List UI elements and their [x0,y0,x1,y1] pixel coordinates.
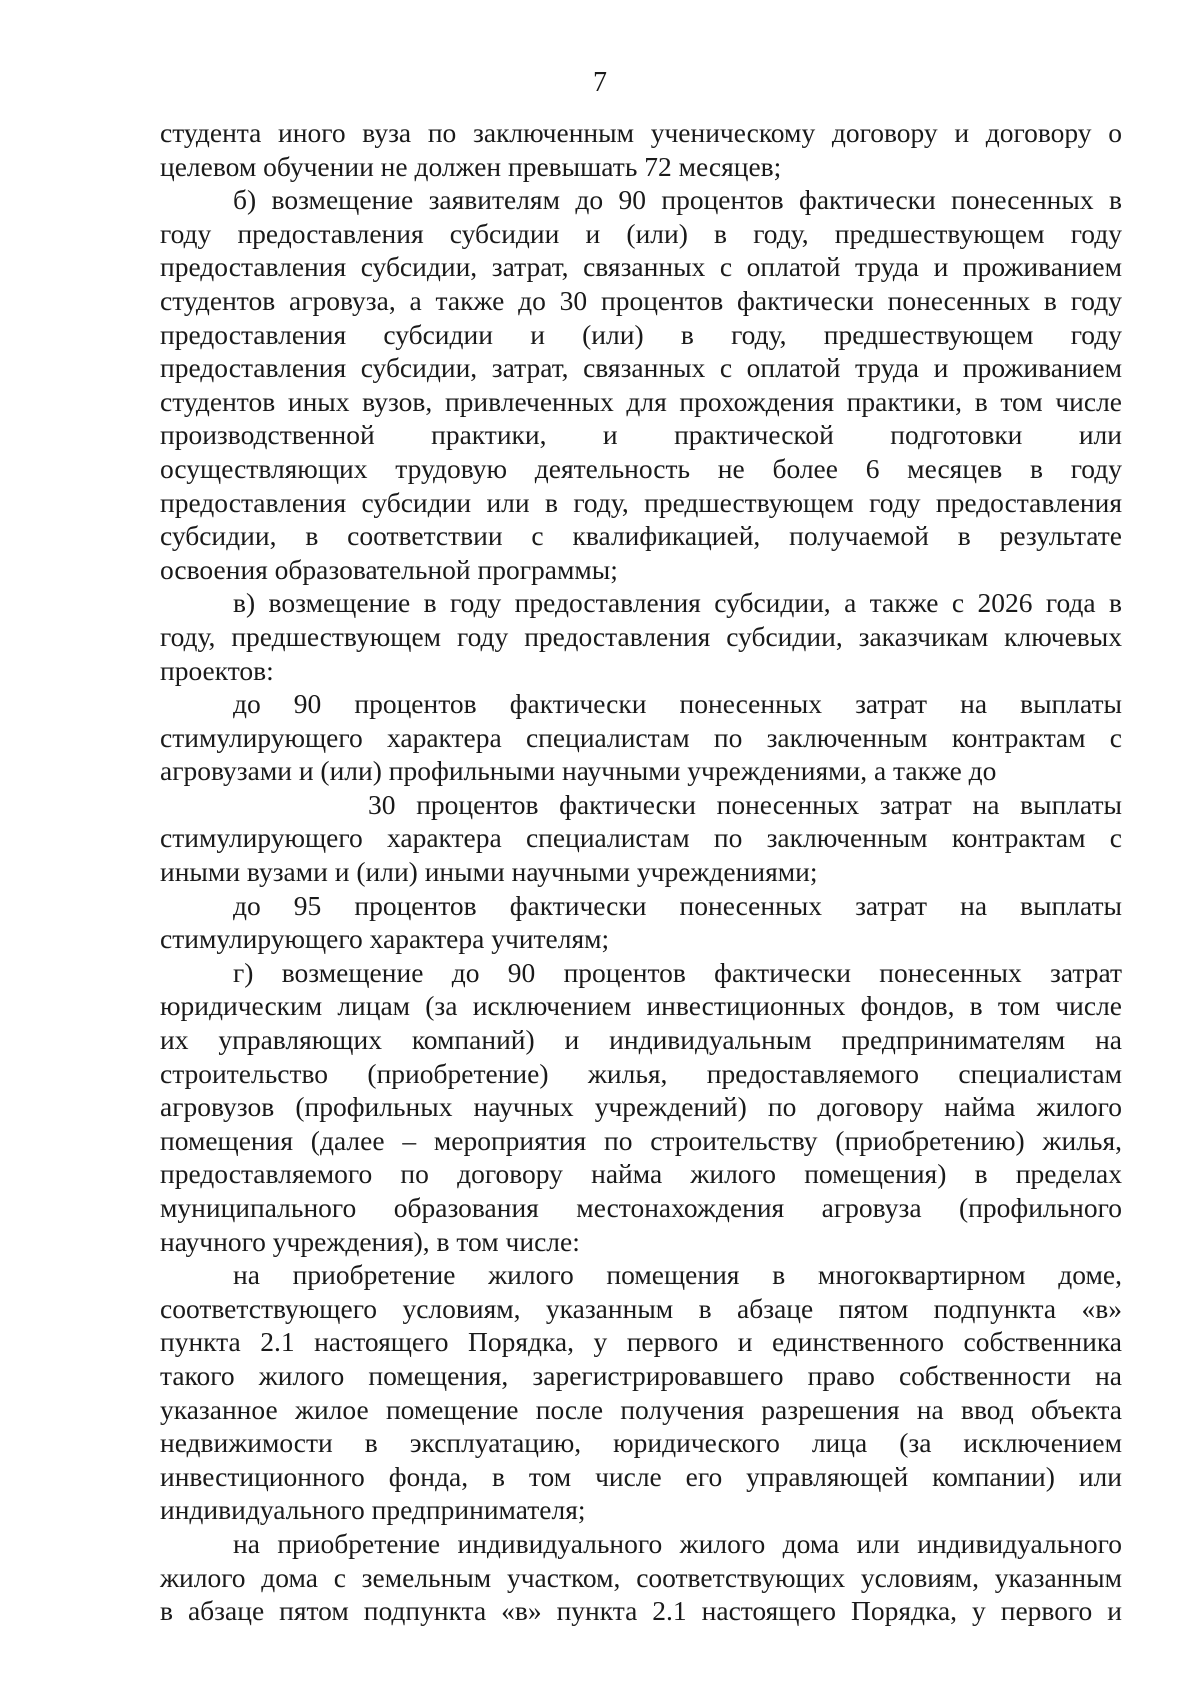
text-line: инвестиционного фонда, в том числе его управляющей компании) или [160,1460,1122,1492]
text-line: указанное жилое помещение после получения разрешения на ввод объекта [160,1393,1122,1425]
text-line: до 90 процентов фактически понесенных затрат на выплаты [233,688,1122,720]
text-line: целевом обучении не должен превышать 72 месяцев; [160,150,782,182]
text-line: в) возмещение в году предоставления субсидии, а также с 2026 года в [233,587,1122,619]
text-line: недвижимости в эксплуатацию, юридического лица (за исключением [160,1427,1122,1459]
text-line: субсидии, в соответствии с квалификацией, получаемой в результате [160,520,1122,552]
text-line: юридическим лицам (за исключением инвестиционных фондов, в том числе [160,990,1122,1022]
text-line: на приобретение жилого помещения в многоквартирном доме, [233,1259,1122,1291]
text-line: муниципального образования местонахождения агровуза (профильного [160,1192,1122,1223]
text-line: соответствующего условиям, указанным в абзаце пятом подпункта «в» [160,1292,1122,1324]
text-line: студентов иных вузов, привлеченных для прохождения практики, в том числе [160,385,1122,417]
text-line: помещения (далее – мероприятия по строительству (приобретению) жилья, [160,1124,1122,1156]
text-line: научного учреждения), в том числе: [160,1225,580,1257]
text-line: предоставляемого по договору найма жилого помещения) в пределах [160,1158,1122,1190]
text-line: агровузов (профильных научных учреждений) по договору найма жилого [160,1091,1122,1123]
text-line: предоставления субсидии, затрат, связанных с оплатой труда и проживанием [160,352,1122,384]
text-line: до 95 процентов фактически понесенных затрат на выплаты [233,889,1122,921]
text-line: предоставления субсидии и (или) в году, предшествующем году [160,318,1122,350]
text-line: агровузами и (или) профильными научными учреждениями, а также до [160,755,997,787]
text-line: б) возмещение заявителям до 90 процентов фактически понесенных в [233,184,1122,216]
text-line: производственной практики, и практической подготовки или [160,419,1122,451]
text-line: студентов агровуза, а также до 30 процентов фактически понесенных в году [160,284,1122,316]
text-line: предоставления субсидии, затрат, связанных с оплатой труда и проживанием [160,251,1122,283]
text-line: освоения образовательной программы; [160,553,618,585]
text-line: осуществляющих трудовую деятельность не более 6 месяцев в году [160,452,1122,484]
text-line: в абзаце пятом подпункта «в» пункта 2.1 настоящего Порядка, у первого и [160,1595,1122,1627]
text-line: студента иного вуза по заключенным ученическому договору и договору о [160,117,1122,148]
text-line: индивидуального предпринимателя; [160,1494,586,1526]
document-body [160,116,1122,1628]
text-line: их управляющих компаний) и индивидуальным предпринимателям на [160,1024,1122,1056]
text-line: г) возмещение до 90 процентов фактически понесенных затрат [233,956,1122,988]
text-line: жилого дома с земельным участком, соответствующих условиям, указанным [160,1561,1122,1593]
text-line: иными вузами и (или) иными научными учреждениями; [160,856,818,888]
text-line: строительство (приобретение) жилья, предоставляемого специалистам [160,1057,1122,1089]
text-line: такого жилого помещения, зарегистрировавшего право собственности на [160,1359,1122,1391]
text-line: стимулирующего характера учителям; [160,923,610,955]
text-line: году, предшествующем году предоставления субсидии, заказчикам ключевых [160,620,1122,652]
text-line: стимулирующего характера специалистам по заключенным контрактам с [160,721,1122,753]
text-line: стимулирующего характера специалистам по заключенным контрактам с [160,822,1122,854]
text-line: проектов: [160,654,274,686]
text-line: на приобретение индивидуального жилого дома или индивидуального [233,1527,1122,1559]
text-line: предоставления субсидии или в году, предшествующем году предоставления [160,486,1122,518]
text-line: году предоставления субсидии и (или) в году, предшествующем году [160,217,1122,249]
text-line: 30 процентов фактически понесенных затрат на выплаты [368,788,1122,820]
page-number: 7 [593,67,607,98]
text-line: пункта 2.1 настоящего Порядка, у первого и единственного собственника [160,1326,1122,1358]
